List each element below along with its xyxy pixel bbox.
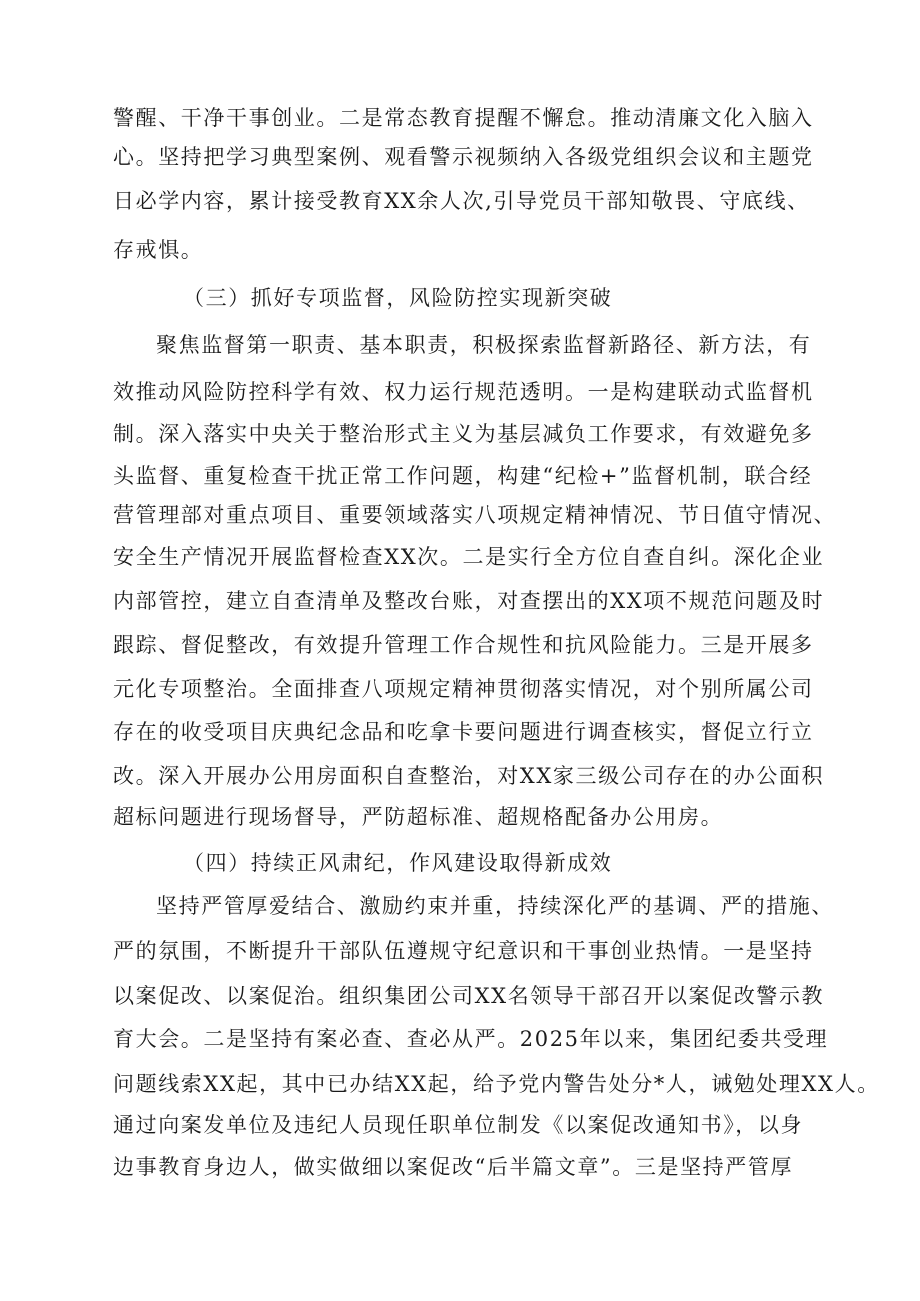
body-line: 警醒、干净干事创业。二是常态教育提醒不懈怠。推动清廉文化入脑入 (113, 106, 814, 130)
body-line: 存在的收受项目庆典纪念品和吃拿卡要问题进行调查核实，督促立行立 (113, 720, 814, 744)
body-line: 严的氛围，不断提升干部队伍遵规守纪意识和干事创业热情。一是坚持 (113, 939, 814, 963)
body-line: 营管理部对重点项目、重要领域落实八项规定精神情况、节日值守情况、 (113, 503, 837, 527)
body-line: 边事教育身边人，做实做细以案促改“后半篇文章”。三是坚持严管厚 (113, 1155, 794, 1179)
body-line: 内部管控，建立自查清单及整改台账，对查摆出的XX项不规范问题及时 (113, 589, 825, 613)
body-line: 育大会。二是坚持有案必查、查必从严。2025年以来，集团纪委共受理 (113, 1027, 829, 1051)
body-line: 通过向案发单位及违纪人员现任职单位制发《以案促改通知书》，以身 (113, 1113, 804, 1137)
body-line: 跟踪、督促整改，有效提升管理工作合规性和抗风险能力。三是开展多 (113, 633, 814, 657)
body-line: 以案促改、以案促治。组织集团公司XX名领导干部召开以案促改警示教 (113, 984, 825, 1008)
body-line: 元化专项整治。全面排查八项规定精神贯彻落实情况，对个别所属公司 (113, 677, 814, 701)
paragraph-first-line: 聚焦监督第一职责、基本职责，积极探索监督新路径、新方法，有 (156, 333, 812, 357)
body-line: 超标问题进行现场督导，严防超标准、超规格配备办公用房。 (113, 805, 724, 829)
body-line: 问题线索XX起，其中已办结XX起，给予党内警告处分*人，诫勉处理XX人。 (113, 1072, 880, 1096)
body-line: 制。深入落实中央关于整治形式主义为基层减负工作要求，有效避免多 (113, 422, 814, 446)
section-heading: （四）持续正风肃纪，作风建设取得新成效 (183, 851, 613, 875)
body-line: 效推动风险防控科学有效、权力运行规范透明。一是构建联动式监督机 (113, 380, 814, 404)
body-line: 安全生产情况开展监督检查XX次。二是实行全方位自查自纠。深化企业 (113, 545, 825, 569)
body-line: 心。坚持把学习典型案例、观看警示视频纳入各级党组织会议和主题党 (113, 145, 814, 169)
paragraph-first-line: 坚持严管厚爱结合、激励约束并重，持续深化严的基调、严的措施、 (156, 894, 834, 918)
body-line: 头监督、重复检查干扰正常工作问题，构建“纪检+”监督机制，联合经 (113, 464, 813, 488)
section-heading: （三）抓好专项监督，风险防控实现新突破 (183, 286, 613, 310)
body-line: 存戒惧。 (113, 238, 204, 262)
body-line: 日必学内容，累计接受教育XX余人次,引导党员干部知敬畏、守底线、 (113, 189, 810, 213)
body-line: 改。深入开展办公用房面积自查整治，对XX家三级公司存在的办公面积 (113, 764, 825, 788)
